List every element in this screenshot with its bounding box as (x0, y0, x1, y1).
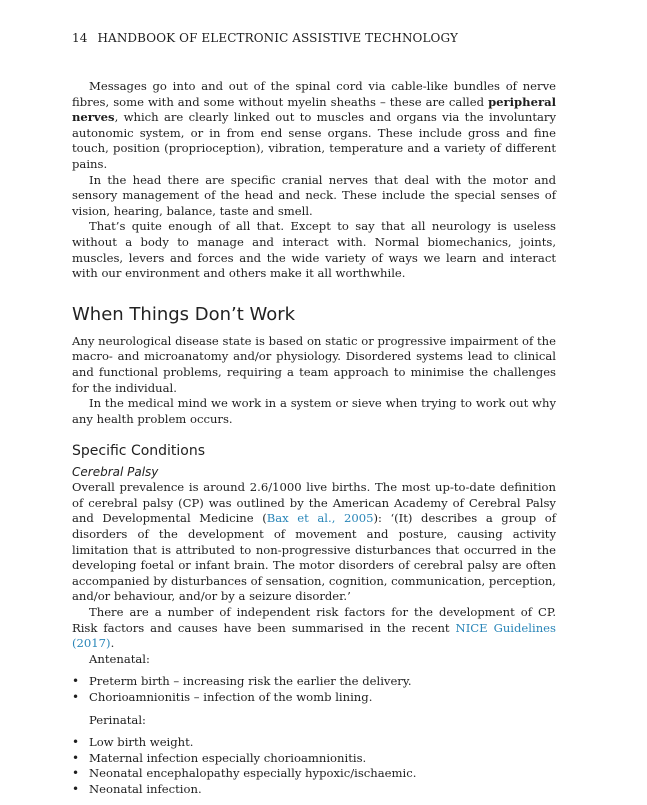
list-item: • Neonatal encephalopathy especially hypoxic/ischaemic. (72, 766, 556, 782)
paragraph-medical-mind: In the medical mind we work in a system or sieve when trying to work out why any health problem occurs. (72, 396, 556, 426)
list-item: • Maternal infection especially chorioamnionitis. (72, 751, 556, 767)
running-header (72, 31, 458, 45)
paragraph-text: Messages go into and out of the spinal cord via cable-like bundles of nerve fibres, some with and some without myelin sheaths – these are called (72, 79, 556, 109)
subsubsection-heading: Cerebral Palsy (72, 465, 159, 480)
citation-link-nice[interactable]: NICE Guidelines (2017) (72, 620, 556, 651)
book-title: HANDBOOK OF ELECTRONIC ASSISTIVE TECHNOLOGY (97, 31, 458, 45)
paragraph-disease-state: Any neurological disease state is based on static or progressive impairment of the macro- and microanatomy and/or physiology. Disordered systems lead to clinical and functional problems, requiring a team approach to minimise the challenges for the individual. (72, 333, 556, 395)
subsection-heading: Specific Conditions (72, 443, 206, 460)
antenatal-list (72, 674, 556, 705)
paragraph-biomechanics: That’s quite enough of all that. Except to say that all neurology is useless without a body to manage and interact with. Normal biomechanics, joints, muscles, levers and forces and the wide variety of ways we learn and interact with our environment and others make it all worthwhile. (72, 219, 556, 281)
list-item: • Preterm birth – increasing risk the earlier the delivery. (72, 674, 556, 690)
paragraph-text: , which are clearly linked out to muscles and organs via the involuntary autonomic system, or in from end sense organs. These include gross and fine touch, position (proprioception), vibration, temperature and a variety of different pains. (72, 110, 556, 171)
paragraph-cranial-nerves: In the head there are specific cranial nerves that deal with the motor and sensory management of the head and neck. These include the special senses of vision, hearing, balance, taste and smell. (72, 172, 556, 218)
list-item: • Chorioamnionitis – infection of the womb lining. (72, 690, 556, 706)
section-heading: When Things Don’t Work (72, 303, 296, 325)
paragraph-peripheral-nerves (72, 79, 556, 173)
antenatal-label: Antenatal: (89, 651, 150, 666)
perinatal-list (72, 735, 556, 797)
paragraph-text: There are a number of independent risk factors for the development of CP. Risk factors and causes have been summarised in the recent (72, 605, 556, 635)
paragraph-text: Overall prevalence is around 2.6/1000 live births. The most up-to-date definition of cerebral palsy (CP) was outlined by the American Academy of Cerebral Palsy and Developmental Medicine ( (72, 480, 556, 526)
paragraph-risk-factors (72, 605, 556, 652)
paragraph-text: . (110, 636, 115, 651)
page-body (72, 79, 556, 805)
list-item: • Neonatal infection. (72, 782, 556, 798)
perinatal-label: Perinatal: (89, 712, 146, 727)
page-number: 14 (72, 31, 88, 45)
term-peripheral-nerves: peripheral nerves (72, 94, 556, 125)
paragraph-text: ): ‘(It) describes a group of disorders of the development of movement and posture, causing activity limitation that is attributed to non-progressive disturbances that occurred in the developing foetal or infant brain. The motor disorders of cerebral palsy are often accompanied by disturbances of sensation, cognition, communication, perception, and/or behaviour, and/or by a seizure disorder.’ (72, 511, 556, 604)
list-item: • Low birth weight. (72, 735, 556, 751)
paragraph-cp-definition (72, 480, 556, 605)
citation-link-bax[interactable]: Bax et al., 2005 (266, 511, 374, 526)
